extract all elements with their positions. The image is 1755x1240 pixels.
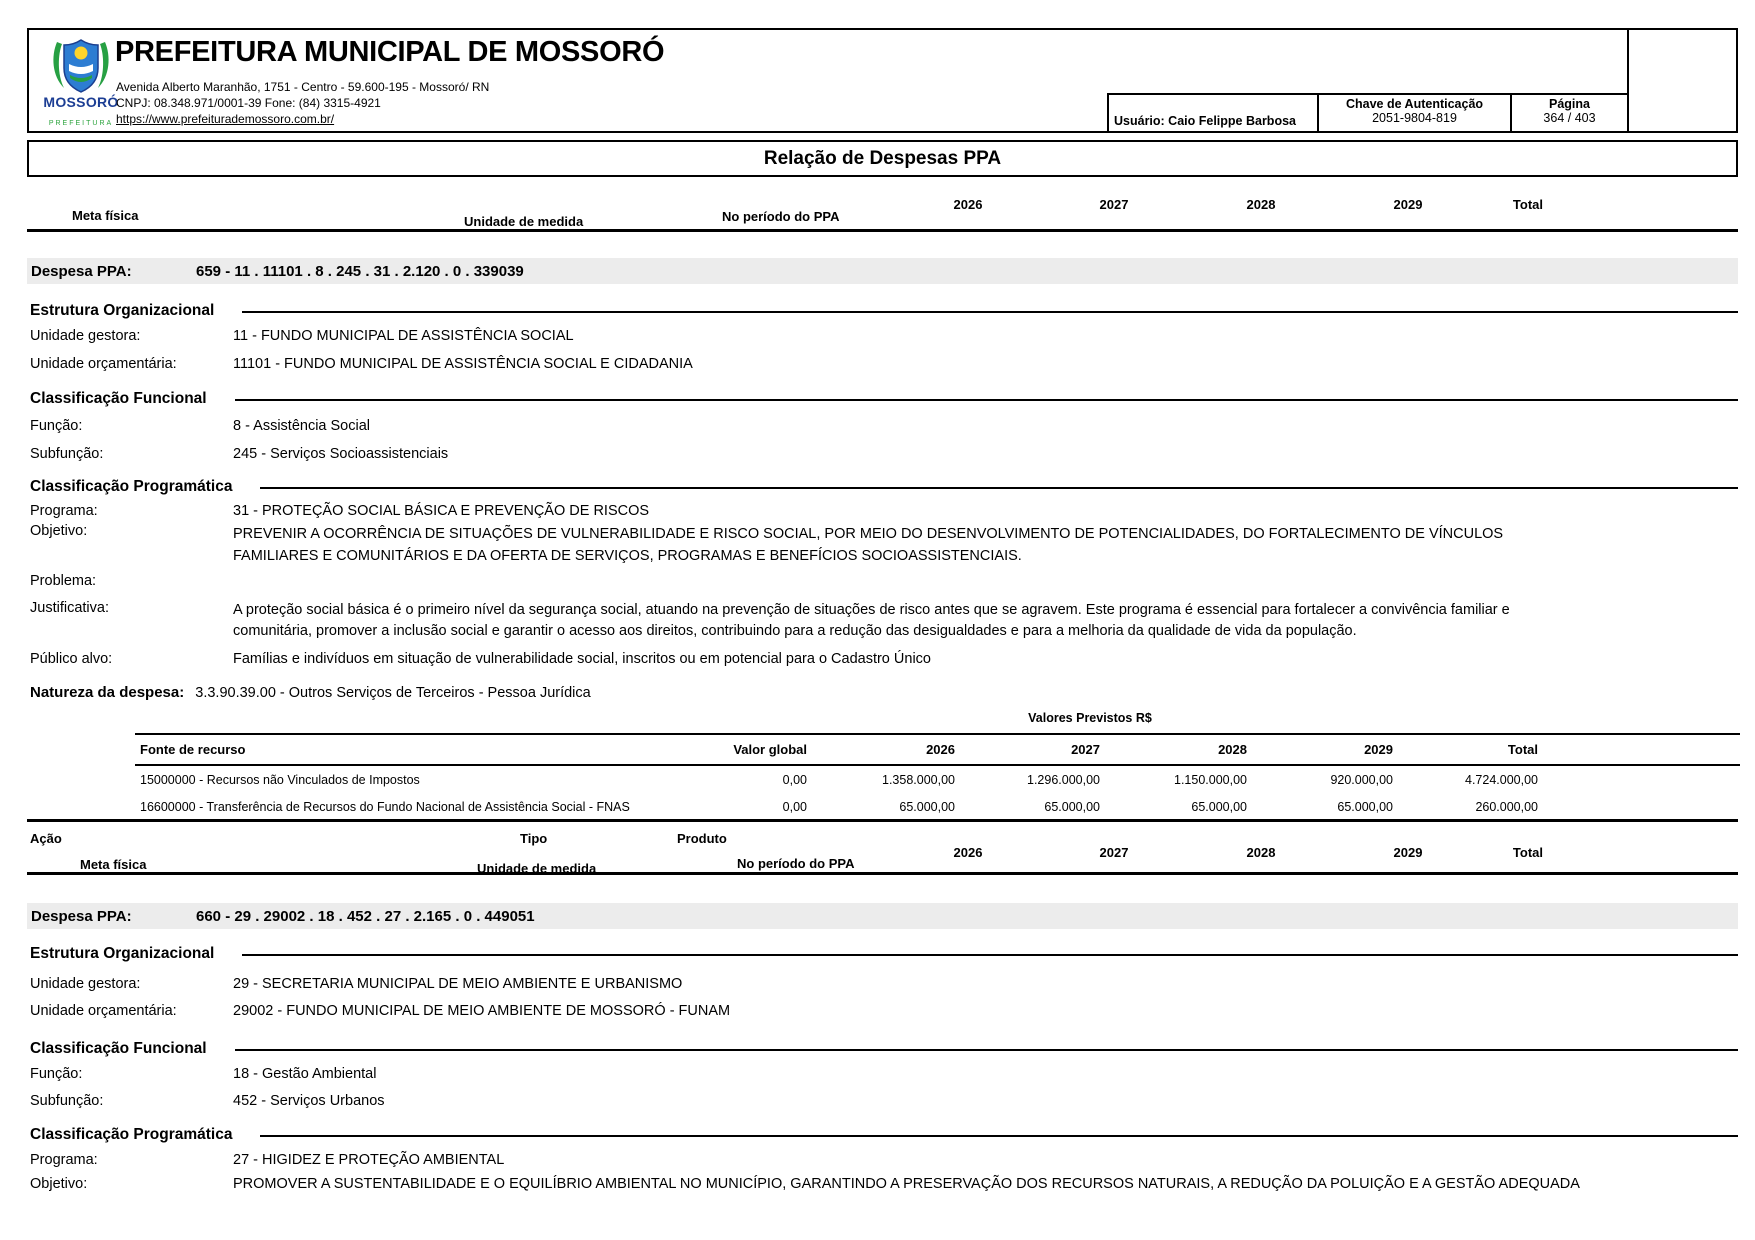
cell-2027: 65.000,00	[1044, 799, 1100, 814]
fontes-table-header	[135, 735, 1740, 766]
auth-key-cell	[1317, 95, 1510, 131]
field-label: Unidade orçamentária:	[30, 1003, 177, 1019]
despesa-code: 659 - 11 . 11101 . 8 . 245 . 31 . 2.120 . 0 . 339039	[196, 262, 524, 280]
field-funcao-2	[30, 1066, 1650, 1082]
section-title: Classificação Programática	[30, 477, 233, 495]
col-2027: 2027	[1071, 742, 1100, 757]
field-value: 8 - Assistência Social	[233, 418, 371, 434]
cell-2029: 920.000,00	[1330, 772, 1393, 787]
field-subfuncao-2	[30, 1093, 1650, 1109]
section-title: Estrutura Organizacional	[30, 944, 215, 962]
table-row	[135, 793, 1740, 820]
col-year-2029: 2029	[1393, 197, 1423, 212]
col-2028: 2028	[1218, 742, 1247, 757]
section-rule	[242, 311, 1738, 313]
field-value: PREVENIR A OCORRÊNCIA DE SITUAÇÕES DE VULNERABILIDADE E RISCO SOCIAL, POR MEIO DO DESENVOLVIMENTO DE POTENCIALIDADES, DO FORTALECIMENTO DE VÍNCULOS FAMILIARES E COMUNITÁRIOS E DA OFERTA DE SERVIÇOS, PROGRAMAS E BENEFÍCIOS SOCIOASSISTENCIAIS.	[233, 526, 1504, 564]
col-year-2027: 2027	[1099, 845, 1129, 860]
cell-valor-global: 0,00	[782, 772, 807, 787]
field-label: Subfunção:	[30, 1093, 104, 1109]
cell-2028: 65.000,00	[1191, 799, 1247, 814]
field-label: Unidade gestora:	[30, 976, 141, 992]
report-title-box	[27, 140, 1738, 177]
section-title: Estrutura Organizacional	[30, 301, 215, 319]
field-value: 452 - Serviços Urbanos	[233, 1093, 385, 1109]
logo-block	[43, 38, 119, 130]
col-year-2027: 2027	[1099, 197, 1129, 212]
field-label: Objetivo:	[30, 1176, 88, 1192]
field-programa-2	[30, 1152, 1650, 1168]
valores-previstos-header: Valores Previstos R$	[1028, 711, 1152, 725]
field-value: 18 - Gestão Ambiental	[233, 1066, 377, 1082]
col-2026: 2026	[926, 742, 955, 757]
col-tipo: Tipo	[520, 831, 548, 846]
org-name: PREFEITURA MUNICIPAL DE MOSSORÓ	[115, 36, 665, 68]
org-cnpj-fone: CNPJ: 08.348.971/0001-39 Fone: (84) 3315-4921	[116, 96, 381, 110]
field-label: Programa:	[30, 1152, 98, 1168]
field-value	[233, 573, 1650, 589]
page-label: Página	[1549, 97, 1590, 111]
section-title: Classificação Programática	[30, 1125, 233, 1143]
field-value: 11 - FUNDO MUNICIPAL DE ASSISTÊNCIA SOCIAL	[233, 328, 574, 344]
col-valor-global: Valor global	[733, 742, 807, 757]
section-programatica-1	[30, 477, 1738, 496]
cell-valor-global: 0,00	[782, 799, 807, 814]
section-rule	[260, 1135, 1738, 1137]
section-rule	[235, 399, 1738, 401]
field-label: Função:	[30, 418, 83, 434]
col-total: Total	[1512, 845, 1543, 860]
col-year-2026: 2026	[953, 845, 983, 860]
col-2029: 2029	[1364, 742, 1393, 757]
field-value: 27 - HIGIDEZ E PROTEÇÃO AMBIENTAL	[233, 1152, 505, 1168]
col-acao: Ação	[30, 831, 62, 846]
divider-line	[27, 819, 1738, 822]
auth-key-value: 2051-9804-819	[1372, 111, 1457, 125]
section-rule	[235, 1049, 1738, 1051]
field-label: Justificativa:	[30, 600, 109, 616]
cell-total: 4.724.000,00	[1465, 772, 1538, 787]
header-empty-cell	[1627, 30, 1736, 131]
field-label: Função:	[30, 1066, 83, 1082]
page-number: 364 / 403	[1543, 111, 1596, 125]
auth-key-label: Chave de Autenticação	[1345, 97, 1484, 111]
col-unidade-medida: Unidade de medida	[477, 861, 597, 876]
cell-2027: 1.296.000,00	[1027, 772, 1100, 787]
col-fonte: Fonte de recurso	[140, 742, 246, 757]
field-value: 3.3.90.39.00 - Outros Serviços de Terceiros - Pessoa Jurídica	[195, 685, 591, 701]
field-label: Unidade gestora:	[30, 328, 141, 344]
field-problema-1	[30, 573, 1650, 589]
col-periodo-ppa: No período do PPA	[722, 209, 840, 224]
field-publico-alvo-1	[30, 651, 1650, 667]
user-name: Usuário: Caio Felippe Barbosa	[1114, 114, 1296, 128]
field-funcao-1	[30, 418, 1650, 434]
logo-subtitle: PREFEITURA	[48, 120, 114, 127]
section-estrutura-2	[30, 944, 1738, 963]
section-title: Classificação Funcional	[30, 389, 207, 407]
col-year-2028: 2028	[1246, 845, 1276, 860]
despesa-label: Despesa PPA:	[31, 907, 132, 925]
field-value: A proteção social básica é o primeiro nível da segurança social, atuando na prevenção de situações de risco antes que se agravem. Este programa é essencial para fortalecer a convivência familiar e comunitária, promover a inclusão social e garantir o acesso aos direitos, contribuindo para a redução das desigualdades e para a melhoria da qualidade de vida da população.	[233, 602, 1510, 639]
field-value: 31 - PROTEÇÃO SOCIAL BÁSICA E PREVENÇÃO DE RISCOS	[233, 503, 650, 519]
page-cell	[1510, 95, 1627, 131]
section-funcional-2	[30, 1039, 1738, 1058]
col-produto: Produto	[677, 831, 727, 846]
field-value: PROMOVER A SUSTENTABILIDADE E O EQUILÍBRIO AMBIENTAL NO MUNICÍPIO, GARANTINDO A PRESERVAÇÃO DOS RECURSOS NATURAIS, A REDUÇÃO DA POLUIÇÃO E A GESTÃO ADEQUADA	[233, 1176, 1580, 1192]
col-year-2028: 2028	[1246, 197, 1276, 212]
col-periodo-ppa: No período do PPA	[737, 856, 855, 871]
section-rule	[260, 487, 1738, 489]
field-label: Unidade orçamentária:	[30, 356, 177, 372]
field-label: Público alvo:	[30, 651, 113, 667]
field-value: 245 - Serviços Socioassistenciais	[233, 446, 449, 462]
field-justificativa-1	[30, 600, 1650, 642]
cell-fonte: 15000000 - Recursos não Vinculados de Impostos	[140, 772, 420, 787]
field-unidade-orcamentaria-2	[30, 1003, 1650, 1019]
report-title: Relação de Despesas PPA	[763, 147, 1002, 169]
col-meta-fisica: Meta física	[80, 857, 147, 872]
field-natureza-1	[30, 684, 591, 701]
field-label: Programa:	[30, 503, 98, 519]
col-total: Total	[1507, 742, 1538, 757]
despesa-band-2	[27, 903, 1738, 929]
col-year-2029: 2029	[1393, 845, 1423, 860]
field-label: Objetivo:	[30, 523, 88, 539]
field-unidade-gestora-1	[30, 328, 1650, 344]
org-address: Avenida Alberto Maranhão, 1751 - Centro - 59.600-195 - Mossoró/ RN	[116, 80, 490, 94]
header-info-table	[1107, 93, 1627, 131]
logo-title: MOSSORÓ	[43, 94, 119, 110]
cell-2026: 65.000,00	[899, 799, 955, 814]
cell-2029: 65.000,00	[1337, 799, 1393, 814]
field-unidade-orcamentaria-1	[30, 356, 1650, 372]
field-subfuncao-1	[30, 446, 1650, 462]
fontes-table	[135, 733, 1740, 820]
acao-columns-header	[27, 830, 1738, 875]
cell-total: 260.000,00	[1475, 799, 1538, 814]
despesa-code: 660 - 29 . 29002 . 18 . 452 . 27 . 2.165 . 0 . 449051	[196, 907, 535, 925]
field-programa-1	[30, 503, 1650, 519]
cell-2028: 1.150.000,00	[1174, 772, 1247, 787]
section-funcional-1	[30, 389, 1738, 408]
col-year-2026: 2026	[953, 197, 983, 212]
field-value: 29 - SECRETARIA MUNICIPAL DE MEIO AMBIENTE E URBANISMO	[233, 976, 683, 992]
field-label: Natureza da despesa:	[30, 684, 185, 701]
section-title: Classificação Funcional	[30, 1039, 207, 1057]
field-value: Famílias e indivíduos em situação de vulnerabilidade social, inscritos ou em potencial para o Cadastro Único	[233, 651, 931, 667]
despesa-band-1	[27, 258, 1738, 284]
section-estrutura-1	[30, 301, 1738, 320]
field-unidade-gestora-2	[30, 976, 1650, 992]
section-programatica-2	[30, 1125, 1738, 1144]
mossoro-crest-icon	[43, 38, 119, 94]
document-header	[27, 28, 1738, 133]
col-total: Total	[1512, 197, 1543, 212]
col-unidade-medida: Unidade de medida	[464, 214, 584, 229]
cell-2026: 1.358.000,00	[882, 772, 955, 787]
despesa-label: Despesa PPA:	[31, 262, 132, 280]
table-row	[135, 766, 1740, 793]
field-value: 11101 - FUNDO MUNICIPAL DE ASSISTÊNCIA SOCIAL E CIDADANIA	[233, 356, 693, 372]
col-meta-fisica: Meta física	[72, 208, 139, 223]
field-objetivo-2	[30, 1176, 1650, 1192]
columns-header	[27, 183, 1738, 232]
website-link[interactable]: https://www.prefeiturademossoro.com.br/	[116, 112, 335, 126]
section-rule	[242, 954, 1738, 956]
field-label: Problema:	[30, 573, 97, 589]
field-objetivo-1	[30, 523, 1650, 567]
field-value: 29002 - FUNDO MUNICIPAL DE MEIO AMBIENTE DE MOSSORÓ - FUNAM	[233, 1003, 731, 1019]
cell-fonte: 16600000 - Transferência de Recursos do Fundo Nacional de Assistência Social - FNAS	[140, 799, 630, 814]
field-label: Subfunção:	[30, 446, 104, 462]
user-cell	[1109, 95, 1317, 131]
